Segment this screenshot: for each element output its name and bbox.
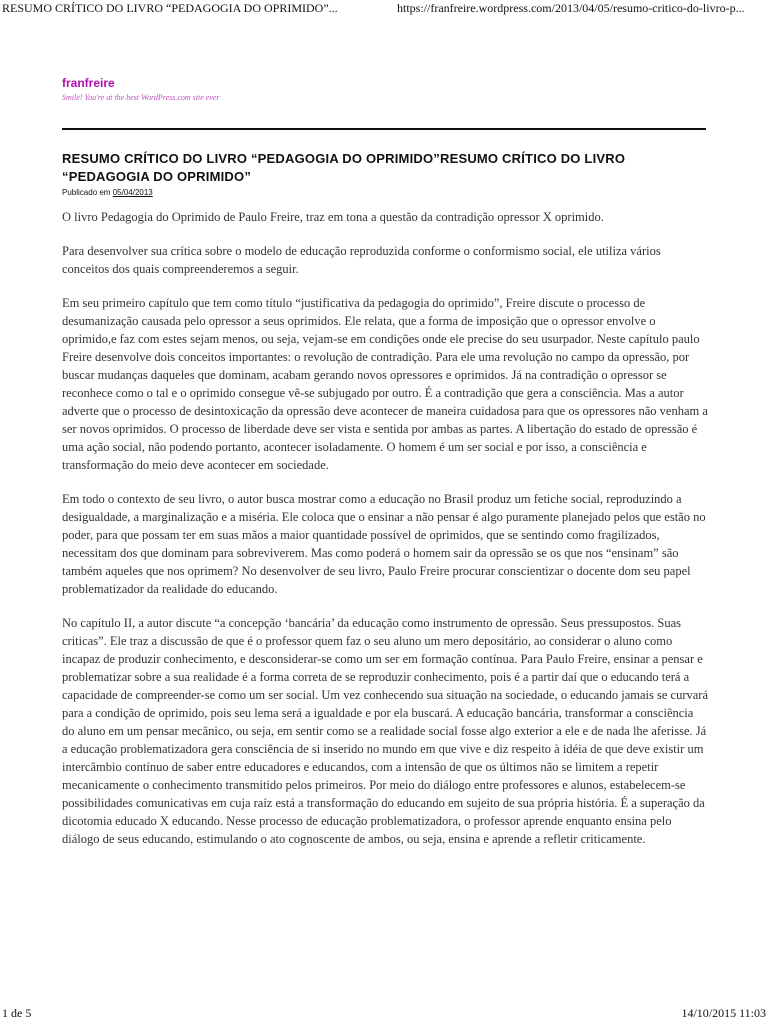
- post-paragraph: Em todo o contexto de seu livro, o autor busca mostrar como a educação no Brasil produz um fetiche social, reproduzindo a desigualdade, a marginalização e a miséria. Ele coloca que o ensinar a não pensar é algo puramente planejado pelos que estão no poder, para que possam ter em suas mãos a maior quantidade possível de oprimidos, que se sentindo como fragilizados, necessitam dos que dominam para sobreviverem. Mas como poderá o homem sair da opressão se os que nos “ensinam” são também aqueles que nos oprimem? No desenvolver de seu livro, Paulo Freire procurar conscientizar o docente dom seu papel problematizador da realidade do educando.: [62, 492, 706, 596]
- post-paragraph: Em seu primeiro capítulo que tem como título “justificativa da pedagogia do oprimido”, Freire discute o processo de desumanização causada pelo opressor a seus oprimidos. Ele relata, que a forma de imposição que o opressor envolve o oprimido,e faz com estes sejam menos, ou seja, vejam-se em condições onde ele precise do seu usurpador. Neste capítulo paulo Freire desenvolve dois conceitos importantes: o revolução de contradição. Para ele uma revolução no campo da opressão, por buscar mudanças daqueles que dominam, acabam gerando novos opressores e oprimidos. Já na contradição o opressor se reconhece como o tal e o oprimido consegue vê-se subjugado por outro. É a contradição que gera a consciência. Mas a autor adverte que o processo de desintoxicação da opressão deve acontecer de maneira cuidadosa para que os opressores não venham a ser novos oprimidos. O processo de liberdade deve ser vista e sentida por ambas as partes. A libertação do estado de opressão é uma ação social, não podendo portanto, acontecer isoladamente. O homem é um ser social e por isso, a consciência e transformação do meio deve acontecer em sociedade.: [62, 296, 708, 472]
- published-label: Publicado em: [62, 188, 111, 197]
- site-branding: [62, 76, 262, 103]
- post-meta: [62, 188, 153, 197]
- print-datetime: 14/10/2015 11:03: [681, 1006, 766, 1020]
- post-paragraph: O livro Pedagogia do Oprimido de Paulo Freire, traz em tona a questão da contradição opressor X oprimido.: [62, 210, 604, 224]
- post-paragraph: No capítulo II, a autor discute “a concepção ‘bancária’ da educação como instrumento de opressão. Seus pressupostos. Suas criticas”. Ele traz a discussão de que é o professor quem faz o seu aluno um mero depositário, ao considerar o aluno como incapaz de produzir conhecimento, e desconsiderar-se como um ser em formação contínua. Para Paulo Freire, ensinar a pensar e problematizar sobre a sua realidade é a forma correta de se reproduzir conhecimento, pois é a partir daí que o educando terá a capacidade de compreender-se como um ser social. Um vez conhecendo sua situação na sociedade, o educando jamais se curvará para a condição de oprimido, pois seu lema será a igualdade e por ela buscará. A educação bancária, transformar a consciência do aluno em um pensar mecânico, ou seja, em sentir como se a realidade social fosse algo exterior a ele e de nada lhe aferisse. Já a educação problematizadora gera consciência de si inserido no mundo em que vive e diz respeito à idéia de que deve existir um intercâmbio contínuo de saber entre educadores e educandos, com a intensão de que os últimos não se limitem a repetir mecanicamente o conhecimento transmitido pelos primeiros. Por meio do diálogo entre professores e alunos, estabelecem-se possibilidades comunicativas em cuja raíz está a transformação do educando em sujeito de sua própria história. É a superação da dicotomia educado X educando. Nesse processo de educação problematizadora, o professor aprende enquanto ensina pelo diálogo de seus educando, estimulando o ato cognoscente de ambos, ou seja, ensina e aprende a refletir criticamente.: [62, 616, 708, 846]
- post-content: [62, 208, 708, 864]
- published-date-link[interactable]: 05/04/2013: [112, 188, 153, 197]
- post-paragraph: Para desenvolver sua crítica sobre o modelo de educação reproduzida conforme o conformismo social, ele utiliza vários conceitos dos quais compreenderemos a seguir.: [62, 244, 661, 276]
- page-number: 1 de 5: [2, 1006, 32, 1020]
- site-tagline: Smile! You're at the best WordPress.com site ever: [62, 93, 220, 102]
- print-header: [0, 0, 768, 18]
- print-header-title: RESUMO CRÍTICO DO LIVRO “PEDAGOGIA DO OPRIMIDO”...: [2, 1, 338, 15]
- header-divider: [62, 128, 706, 130]
- post-title: RESUMO CRÍTICO DO LIVRO “PEDAGOGIA DO OPRIMIDO”RESUMO CRÍTICO DO LIVRO “PEDAGOGIA DO OPRIMIDO”: [62, 151, 626, 184]
- print-header-url: https://franfreire.wordpress.com/2013/04/05/resumo-critico-do-livro-p...: [397, 1, 745, 15]
- site-title-link[interactable]: franfreire: [62, 76, 115, 90]
